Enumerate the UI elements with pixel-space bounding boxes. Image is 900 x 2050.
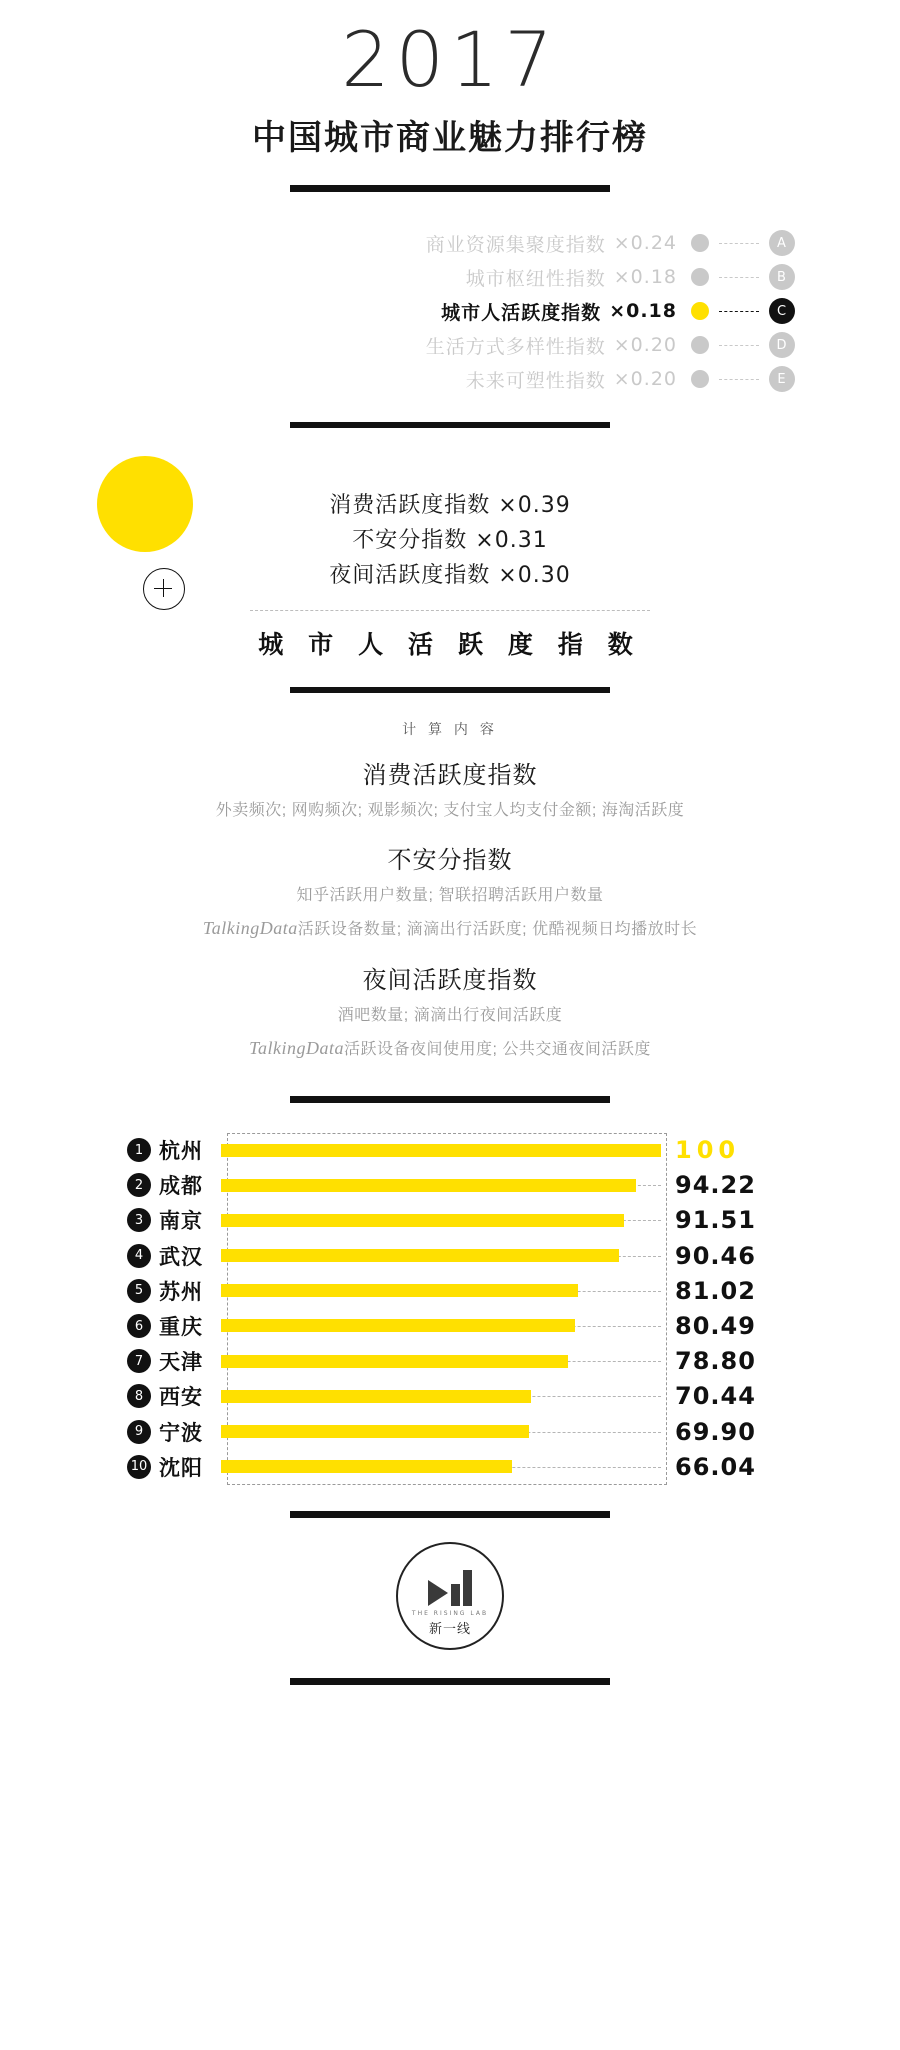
calc-group-line bbox=[105, 911, 795, 945]
weight-badge: E bbox=[769, 366, 795, 392]
city-label: 苏州 bbox=[159, 1280, 203, 1304]
value-label: 70.44 bbox=[675, 1382, 756, 1411]
calc-line-text: 活跃设备夜间使用度; 公共交通夜间活跃度 bbox=[343, 1041, 651, 1059]
weight-badge: D bbox=[769, 332, 795, 358]
formula-row: 夜间活跃度指数 ×0.30 bbox=[329, 563, 571, 589]
logo-name-label: 新一线 bbox=[428, 1620, 471, 1636]
weight-list bbox=[105, 226, 795, 396]
formula-block bbox=[105, 446, 795, 661]
divider-top bbox=[290, 185, 610, 192]
value-label: 66.04 bbox=[675, 1452, 756, 1481]
table-row bbox=[105, 1344, 795, 1379]
city-label: 沈阳 bbox=[159, 1456, 203, 1480]
weight-label: 生活方式多样性指数 bbox=[425, 336, 606, 358]
rank-badge: 4 bbox=[127, 1244, 151, 1268]
bar-fill bbox=[221, 1355, 568, 1368]
weight-row-b bbox=[105, 260, 795, 294]
calc-line-text: 知乎活跃用户数量; 智联招聘活跃用户数量 bbox=[296, 886, 604, 904]
rank-badge: 6 bbox=[127, 1314, 151, 1338]
city-label: 重庆 bbox=[159, 1316, 203, 1340]
weight-label: 城市枢纽性指数 bbox=[465, 268, 606, 290]
bar-fill bbox=[221, 1460, 512, 1473]
bar-fill bbox=[221, 1214, 624, 1227]
weight-dash-icon bbox=[719, 311, 759, 312]
footer bbox=[105, 1542, 795, 1650]
rank-badge: 7 bbox=[127, 1349, 151, 1373]
formula-result-title: 城 市 人 活 跃 度 指 数 bbox=[258, 630, 642, 659]
calc-group-line bbox=[105, 881, 795, 911]
ranking-chart bbox=[105, 1133, 795, 1485]
calc-group-line bbox=[105, 796, 795, 826]
city-label: 西安 bbox=[159, 1386, 203, 1410]
logo-bar-tall bbox=[463, 1570, 472, 1606]
weight-badge: B bbox=[769, 264, 795, 290]
bar-fill bbox=[221, 1390, 531, 1403]
value-label: 80.49 bbox=[675, 1312, 756, 1341]
table-row bbox=[105, 1133, 795, 1168]
calc-section bbox=[105, 719, 795, 1066]
value-label: 91.51 bbox=[675, 1206, 756, 1235]
weight-dash-icon bbox=[719, 277, 759, 278]
weight-dot-icon bbox=[691, 370, 709, 388]
weight-dot-icon bbox=[691, 234, 709, 252]
table-row bbox=[105, 1168, 795, 1203]
rising-lab-logo-icon bbox=[396, 1542, 504, 1650]
logo-arrow-shape bbox=[428, 1580, 448, 1606]
bar-track bbox=[221, 1168, 661, 1203]
weight-dash-icon bbox=[719, 243, 759, 244]
city-label: 宁波 bbox=[159, 1421, 203, 1445]
logo-bar-short bbox=[451, 1584, 460, 1606]
table-row bbox=[105, 1414, 795, 1449]
page-year: 2017 bbox=[341, 15, 559, 104]
formula-dashed-divider bbox=[250, 610, 650, 611]
bar-track bbox=[221, 1203, 661, 1238]
bar-track bbox=[221, 1449, 661, 1484]
bar-track bbox=[221, 1344, 661, 1379]
logo-sub-label: THE RISING LAB bbox=[411, 1609, 489, 1617]
weight-badge: C bbox=[769, 298, 795, 324]
weight-multiplier: ×0.18 bbox=[613, 266, 677, 288]
talkingdata-wordmark: TalkingData bbox=[202, 918, 298, 939]
rank-badge: 2 bbox=[127, 1173, 151, 1197]
bar-track bbox=[221, 1133, 661, 1168]
city-label: 南京 bbox=[159, 1210, 203, 1234]
formula-row: 消费活跃度指数 ×0.39 bbox=[329, 493, 571, 518]
yellow-circle-icon bbox=[97, 456, 193, 552]
calc-group-title: 消费活跃度指数 bbox=[362, 761, 538, 789]
rank-badge: 10 bbox=[127, 1455, 151, 1479]
divider-chart bbox=[290, 1096, 610, 1103]
bar-track bbox=[221, 1273, 661, 1308]
weight-badge: A bbox=[769, 230, 795, 256]
table-row bbox=[105, 1238, 795, 1273]
city-label: 武汉 bbox=[159, 1245, 203, 1269]
value-label: 94.22 bbox=[675, 1171, 756, 1200]
calc-line-text: 外卖频次; 网购频次; 观影频次; 支付宝人均支付金额; 海淘活跃度 bbox=[215, 801, 685, 819]
value-label: 69.90 bbox=[675, 1417, 756, 1446]
calc-group-title: 不安分指数 bbox=[387, 846, 513, 874]
rank-badge: 1 bbox=[127, 1138, 151, 1162]
weight-multiplier: ×0.24 bbox=[613, 232, 677, 254]
divider-calc bbox=[290, 687, 610, 693]
logo-glyph bbox=[398, 1564, 502, 1606]
city-label: 杭州 bbox=[159, 1140, 203, 1164]
plus-icon bbox=[143, 568, 185, 610]
table-row bbox=[105, 1449, 795, 1484]
bar-track bbox=[221, 1308, 661, 1343]
table-row bbox=[105, 1203, 795, 1238]
rank-badge: 8 bbox=[127, 1384, 151, 1408]
chart-bars bbox=[105, 1133, 795, 1485]
bar-fill bbox=[221, 1425, 529, 1438]
table-row bbox=[105, 1273, 795, 1308]
rank-badge: 9 bbox=[127, 1420, 151, 1444]
weight-dot-icon bbox=[691, 268, 709, 286]
weight-dash-icon bbox=[719, 379, 759, 380]
value-label: 90.46 bbox=[675, 1241, 756, 1270]
bar-fill bbox=[221, 1284, 578, 1297]
weight-row-e bbox=[105, 362, 795, 396]
table-row bbox=[105, 1308, 795, 1343]
bar-track bbox=[221, 1414, 661, 1449]
city-label: 天津 bbox=[159, 1351, 203, 1375]
weight-dot-icon bbox=[691, 336, 709, 354]
weight-multiplier: ×0.20 bbox=[613, 368, 677, 390]
value-label: 78.80 bbox=[675, 1347, 756, 1376]
weight-dash-icon bbox=[719, 345, 759, 346]
divider-footer-top bbox=[290, 1511, 610, 1518]
bar-track bbox=[221, 1238, 661, 1273]
weight-row-a bbox=[105, 226, 795, 260]
rank-badge: 5 bbox=[127, 1279, 151, 1303]
table-row bbox=[105, 1379, 795, 1414]
weight-label: 商业资源集聚度指数 bbox=[425, 234, 606, 256]
city-label: 成都 bbox=[159, 1175, 203, 1199]
weight-row-c bbox=[105, 294, 795, 328]
weight-dot-icon bbox=[691, 302, 709, 320]
weight-row-d bbox=[105, 328, 795, 362]
bar-fill bbox=[221, 1249, 619, 1262]
calc-group-line bbox=[105, 1031, 795, 1065]
rank-badge: 3 bbox=[127, 1208, 151, 1232]
bar-track bbox=[221, 1379, 661, 1414]
bar-fill bbox=[221, 1144, 661, 1157]
divider-formula bbox=[290, 422, 610, 428]
bar-fill bbox=[221, 1179, 636, 1192]
calc-group-title: 夜间活跃度指数 bbox=[362, 966, 538, 994]
calc-line-text: 活跃设备数量; 滴滴出行活跃度; 优酷视频日均播放时长 bbox=[297, 921, 698, 939]
talkingdata-wordmark: TalkingData bbox=[249, 1038, 344, 1059]
value-label: 81.02 bbox=[675, 1276, 756, 1305]
calc-section-label: 计 算 内 容 bbox=[402, 720, 498, 737]
calc-line-text: 酒吧数量; 滴滴出行夜间活跃度 bbox=[337, 1006, 563, 1024]
page-title: 中国城市商业魅力排行榜 bbox=[252, 119, 648, 157]
value-label: 100 bbox=[675, 1136, 741, 1165]
weight-label: 城市人活跃度指数 bbox=[441, 302, 602, 324]
weight-multiplier: ×0.20 bbox=[613, 334, 677, 356]
weight-multiplier: ×0.18 bbox=[609, 300, 677, 322]
formula-row: 不安分指数 ×0.31 bbox=[352, 528, 548, 554]
weight-label: 未来可塑性指数 bbox=[465, 370, 606, 392]
calc-group-line bbox=[105, 1001, 795, 1031]
divider-footer-bottom bbox=[290, 1678, 610, 1685]
bar-fill bbox=[221, 1319, 575, 1332]
